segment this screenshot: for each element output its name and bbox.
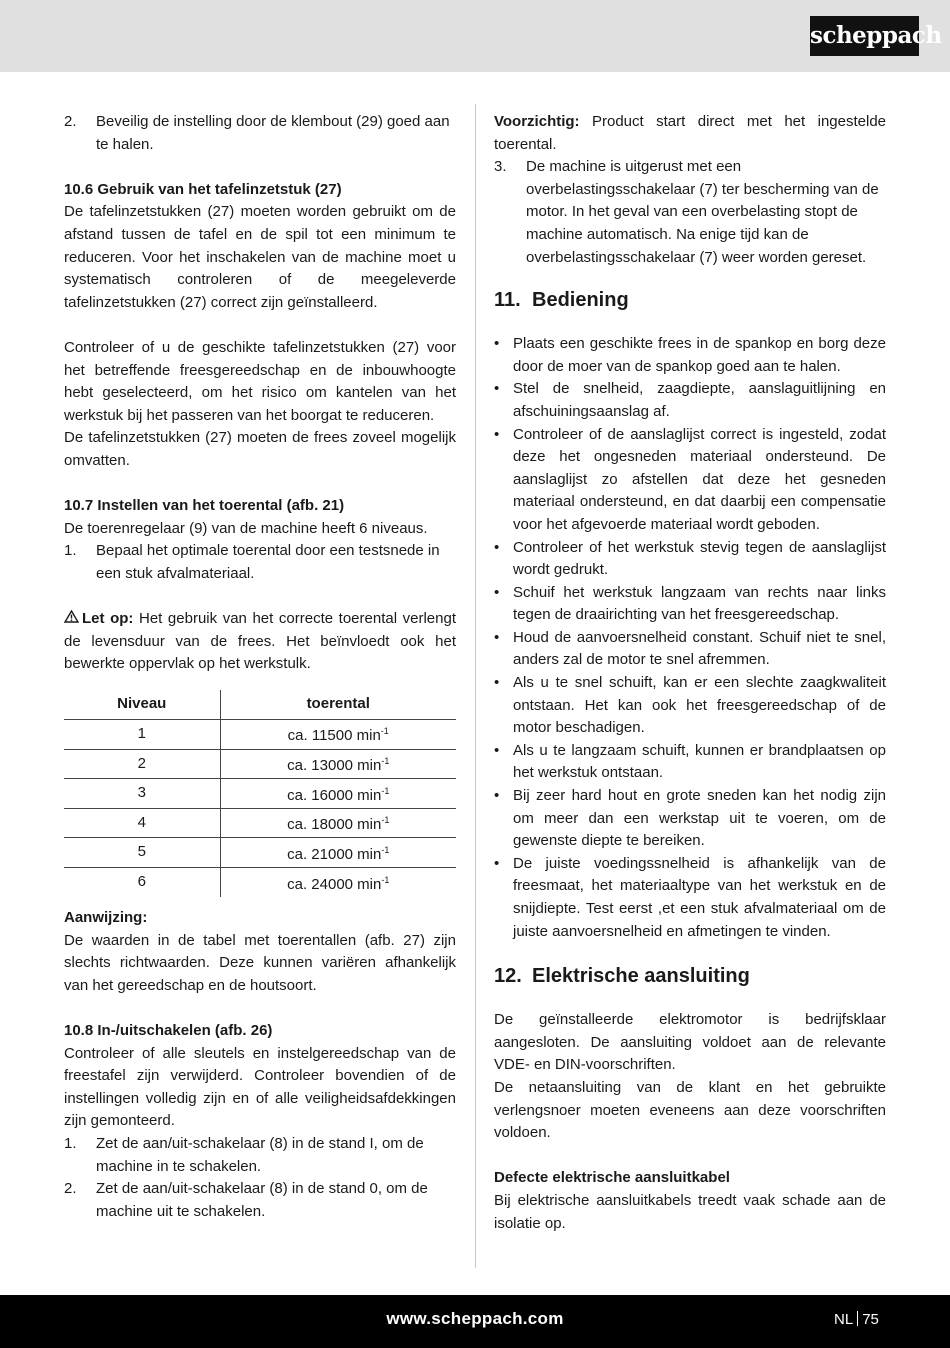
table-cell-speed: ca. 16000 $\min^{-1}$ bbox=[220, 779, 456, 809]
warning-text: Het gebruik van het correcte toerental verlengt de levensduur van de frees. Het beïnvloedt ook het bewerkte oppervlak op het werkstulk. bbox=[64, 610, 456, 673]
warning-label: Let op: bbox=[82, 610, 134, 628]
table-header-level: Niveau bbox=[64, 690, 220, 720]
table-row bbox=[64, 749, 456, 779]
paragraph: De netaansluiting van de klant en het gebruikte verlengsnoer moeten eveneens aan deze voorschriften voldoen. bbox=[494, 1078, 886, 1142]
table-cell-level: 3 bbox=[64, 779, 220, 809]
list-item bbox=[64, 1133, 456, 1178]
table-cell-speed: ca. 21000 $\min^{-1}$ bbox=[220, 838, 456, 868]
list-text: Bepaal het optimale toerental door een testsnede in een stuk afvalmateriaal. bbox=[96, 542, 440, 582]
subsection-title: Defecte elektrische aansluitkabel bbox=[494, 1169, 730, 1187]
page-footer bbox=[0, 1295, 950, 1348]
table-row bbox=[64, 838, 456, 868]
table-cell-speed: ca. 11500 $\min^{-1}$ bbox=[220, 719, 456, 749]
note-title: Aanwijzing: bbox=[64, 909, 148, 926]
bullet-item: • Bij zeer hard hout en grote sneden kan het nodig zijn om meer dan een werkstap uit te voeren, om de gewenste diepte te bereiken. bbox=[494, 787, 886, 850]
section-12-heading: 12. Elektrische aansluiting bbox=[494, 965, 750, 988]
section-11-heading: 11. Bediening bbox=[494, 289, 629, 312]
table-cell-speed: ca. 18000 $\min^{-1}$ bbox=[220, 808, 456, 838]
list-item bbox=[494, 156, 886, 269]
column-divider bbox=[475, 104, 476, 1268]
table-cell-level: 6 bbox=[64, 867, 220, 897]
table-cell-level: 4 bbox=[64, 808, 220, 838]
speed-table bbox=[64, 690, 456, 897]
table-row bbox=[64, 719, 456, 749]
list-item bbox=[64, 540, 456, 585]
bullet-item: • Plaats een geschikte frees in de spankop en borg deze door de moer van de spankop goed aan te halen. bbox=[494, 335, 886, 375]
paragraph: De tafelinzetstukken (27) moeten de frees zoveel mogelijk omvatten. bbox=[64, 429, 456, 469]
bullet-item: • De juiste voedingssnelheid is afhankelijk van de freesmaat, het materiaaltype van het werkstuk en de snijdiepte. Test eerst ,et een stuk afvalmateriaal om de juiste aanvoersnelheid en afmetingen te vinden. bbox=[494, 854, 886, 940]
list-text: Beveilig de instelling door de klembout (29) goed aan te halen. bbox=[96, 113, 450, 153]
bullet-item: • Houd de aanvoersnelheid constant. Schuif niet te snel, anders zal de motor te snel afremmen. bbox=[494, 628, 886, 669]
bullet-item: • Stel de snelheid, zaagdiepte, aanslaguitlijning en afschuiningsaanslag af. bbox=[494, 380, 886, 420]
list-number: 3. bbox=[494, 158, 507, 176]
section-10-8-title: 10.8 In-/uitschakelen (afb. 26) bbox=[64, 1021, 273, 1039]
list-text: De machine is uitgerust met een overbelastingsschakelaar (7) ter bescherming van de motor. In het geval van een overbelasting stopt de machine automatisch. Na enige tijd kan de overbelastingsschakelaar (7) weer worden gereset. bbox=[526, 158, 879, 266]
table-cell-speed: ca. 24000 $\min^{-1}$ bbox=[287, 874, 390, 893]
paragraph: De geïnstalleerde elektromotor is bedrijfsklaar aangesloten. De aansluiting voldoet aan de relevante VDE- en DIN-voorschriften. bbox=[494, 1011, 886, 1074]
list-number: 2. bbox=[64, 113, 77, 130]
paragraph: Controleer of alle sleutels en instelgereedschap van de freestafel zijn verwijderd. Controleer bovendien of de instellingen volledig zijn en of alle veiligheidsafdekkingen zijn gemonteerd. bbox=[64, 1044, 456, 1130]
caution-note bbox=[494, 111, 886, 156]
list-item bbox=[64, 111, 456, 156]
bullet-item: • Controleer of de aanslaglijst correct is ingesteld, zodat deze het ongesneden materiaal ondersteund. De aanslaglijst zo afstellen dat deze het gesneden materiaal ondersteund, en dat daarbij een compensatie voor het afgevoerde materiaal wordt geboden. bbox=[494, 425, 886, 533]
caution-label: Voorzichtig: bbox=[494, 113, 580, 130]
warning-triangle-icon bbox=[64, 608, 82, 631]
left-column bbox=[64, 111, 456, 1223]
table-cell-speed: ca. 13000 $\min^{-1}$ bbox=[220, 749, 456, 779]
list-item bbox=[64, 1178, 456, 1223]
paragraph: De waarden in de tabel met toerentallen (afb. 27) zijn slechts richtwaarden. Deze kunnen variëren afhankelijk van het gereedschap en de houtsoort. bbox=[64, 931, 456, 994]
bullet-item: • Controleer of het werkstuk stevig tegen de aanslaglijst wordt gedrukt. bbox=[494, 538, 886, 579]
table-row bbox=[64, 808, 456, 838]
caution-text: Product start direct met het ingestelde toerental. bbox=[494, 113, 886, 153]
bullet-item: • Als u te langzaam schuift, kunnen er brandplaatsen op het werkstuk ontstaan. bbox=[494, 741, 886, 782]
list-text: Zet de aan/uit-schakelaar (8) in de stand 0, om de machine uit te schakelen. bbox=[96, 1180, 428, 1220]
table-row bbox=[64, 779, 456, 809]
table-row bbox=[64, 867, 456, 897]
paragraph: Bij elektrische aansluitkabels treedt vaak schade aan de isolatie op. bbox=[494, 1191, 886, 1232]
paragraph: De tafelinzetstukken (27) moeten worden gebruikt om de afstand tussen de tafel en de spil tot een minimum te reduceren. Voor het inschakelen van de machine moet u systematisch controleren of de meegeleverde tafelinzetstukken (27) correct zijn geïnstalleerd. bbox=[64, 203, 456, 311]
table-cell-level: 5 bbox=[64, 838, 220, 868]
list-text: Zet de aan/uit-schakelaar (8) in de stand I, om de machine in te schakelen. bbox=[96, 1134, 424, 1175]
paragraph: Controleer of u de geschikte tafelinzetstukken (27) voor het betreffende freesgereedschap en de inbouwhoogte hebt geselecteerd, om het risico om kantelen van het werkstuk bij het passeren van het boorgat te reduceren. bbox=[64, 338, 456, 424]
website-link[interactable]: www.scheppach.com bbox=[386, 1309, 564, 1328]
list-number: 1. bbox=[64, 542, 77, 560]
table-cell-level: 1 bbox=[64, 719, 220, 749]
warning-note bbox=[64, 608, 456, 676]
table-header-speed: toerental bbox=[220, 690, 456, 720]
list-number: 1. bbox=[64, 1134, 77, 1152]
page-number: NL 75 bbox=[834, 1311, 879, 1328]
section-10-7-title: 10.7 Instellen van het toerental (afb. 21) bbox=[64, 497, 345, 515]
right-column bbox=[494, 111, 886, 1235]
bullet-item: • Als u te snel schuift, kan er een slechte zaagkwaliteit ontstaan. Het kan ook het freesgereedschap of de motor beschadigen. bbox=[494, 674, 886, 737]
page-header bbox=[0, 0, 950, 72]
section-10-6-title: 10.6 Gebruik van het tafelinzetstuk (27) bbox=[64, 180, 342, 198]
table-cell-level: 2 bbox=[64, 749, 220, 779]
bullet-item: • Schuif het werkstuk langzaam van rechts naar links tegen de draairichting van het freesgereedschap. bbox=[494, 583, 886, 624]
paragraph: De toerenregelaar (9) van de machine heeft 6 niveaus. bbox=[64, 519, 428, 537]
list-number: 2. bbox=[64, 1180, 77, 1198]
brand-logo: scheppach bbox=[810, 16, 919, 56]
